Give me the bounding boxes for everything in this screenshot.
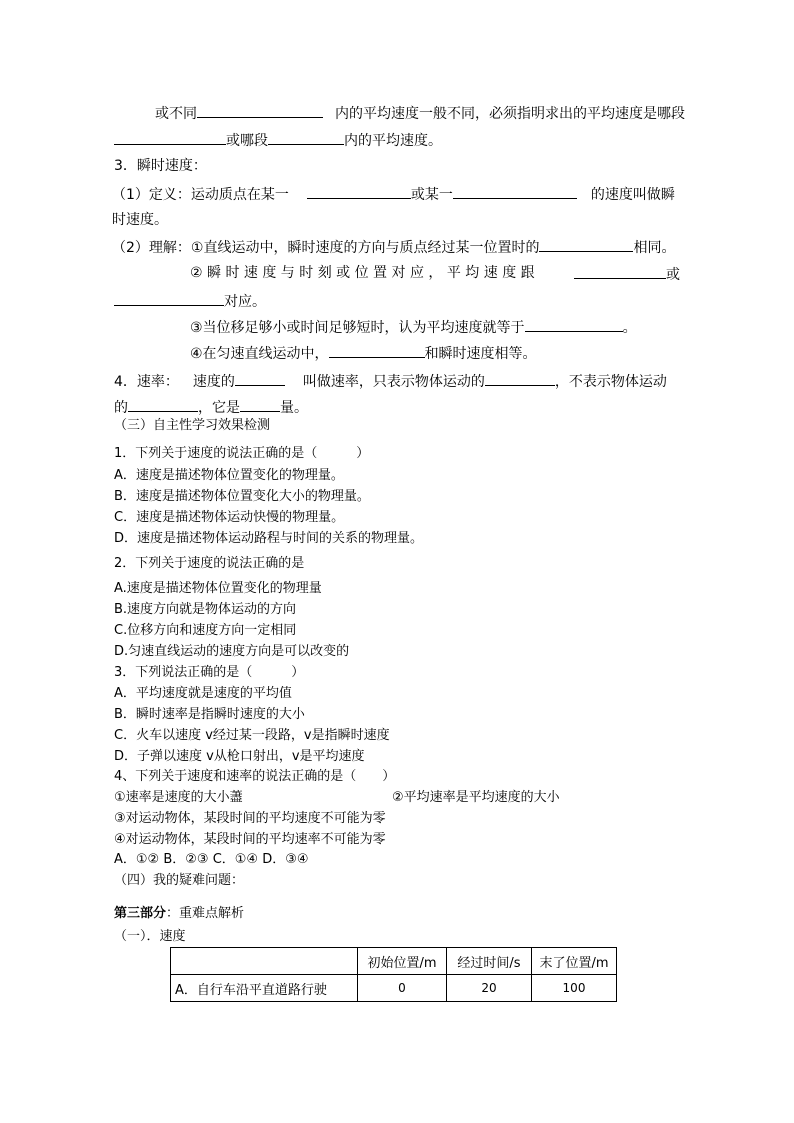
instant-understand-2b: 对应。 bbox=[114, 291, 266, 311]
self-check-heading: （三）自主性学习效果检测 bbox=[114, 418, 271, 433]
blank-14[interactable] bbox=[240, 397, 280, 412]
part3-subheading: （一）．速度 bbox=[114, 929, 186, 944]
blank-6[interactable] bbox=[539, 237, 633, 252]
q1-option-a[interactable]: A．速度是描述物体位置变化的物理量。 bbox=[114, 468, 344, 483]
table-row bbox=[171, 975, 617, 1002]
q2-option-b[interactable]: B.速度方向就是物体运动的方向 bbox=[114, 602, 297, 617]
instant-understand-1: （2）理解：①直线运动中，瞬时速度的方向与质点经过某一位置时的 相同。 bbox=[112, 237, 675, 257]
question-2: 2．下列关于速度的说法正确的是 bbox=[114, 556, 305, 571]
blank-13[interactable] bbox=[128, 397, 198, 412]
q1-option-d[interactable]: D．速度是描述物体运动路程与时间的关系的物理量。 bbox=[114, 531, 424, 546]
table-cell: 0 bbox=[358, 975, 447, 1002]
q4-options[interactable]: A．①② B．②③ C．①④ D．③④ bbox=[114, 852, 309, 867]
q4-statement-1: ①速率是速度的大小藎 bbox=[114, 790, 243, 805]
rate-line-1: 4．速率： 速度的 叫做速率，只表示物体运动的 ，不表示物体运动 bbox=[114, 371, 667, 391]
table-cell: 100 bbox=[532, 975, 617, 1002]
question-3: 3．下列说法正确的是（ ） bbox=[114, 665, 305, 680]
q4-statement-4: ④对运动物体，某段时间的平均速率不可能为零 bbox=[114, 832, 386, 847]
blank-2[interactable] bbox=[114, 130, 226, 145]
instant-def-line: （1）定义：运动质点在某一 或某一 的速度叫做瞬 bbox=[112, 184, 675, 204]
instant-understand-3: ③当位移足够小或时间足够短时，认为平均速度就等于 。 bbox=[190, 317, 637, 337]
speed-table bbox=[170, 947, 617, 1002]
blank-9[interactable] bbox=[525, 317, 623, 332]
blank-12[interactable] bbox=[485, 371, 555, 386]
q2-option-c[interactable]: C.位移方向和速度方向一定相同 bbox=[114, 623, 297, 638]
table-header-cell: 末了位置/m bbox=[532, 948, 617, 975]
table-header-cell bbox=[171, 948, 358, 975]
q1-option-b[interactable]: B．速度是描述物体位置变化大小的物理量。 bbox=[114, 489, 370, 504]
instant-understand-2: ② 瞬 时 速 度 与 时 刻 或 位 置 对 应 ， 平 均 速 度 跟 或 bbox=[190, 265, 680, 283]
table-header-cell: 经过时间/s bbox=[447, 948, 532, 975]
q2-option-d[interactable]: D.匀速直线运动的速度方向是可以改变的 bbox=[114, 644, 350, 659]
table-cell: A．自行车沿平直道路行驶 bbox=[171, 975, 358, 1002]
q4-statement-2: ②平均速率是平均速度的大小 bbox=[392, 790, 560, 805]
q3-option-a[interactable]: A．平均速度就是速度的平均值 bbox=[114, 686, 292, 701]
blank-8[interactable] bbox=[114, 291, 224, 306]
table-cell: 20 bbox=[447, 975, 532, 1002]
avg-speed-line-2: 或哪段 内的平均速度。 bbox=[114, 130, 442, 150]
instant-def-line-2: 时速度。 bbox=[112, 212, 168, 228]
q2-option-a[interactable]: A.速度是描述物体位置变化的物理量 bbox=[114, 581, 322, 596]
avg-speed-line-1: 或不同 内的平均速度一般不同，必须指明求出的平均速度是哪段 bbox=[155, 103, 685, 123]
blank-3[interactable] bbox=[268, 130, 344, 145]
q3-option-d[interactable]: D．子弹以速度 v从枪口射出，v是平均速度 bbox=[114, 749, 365, 764]
doubts-heading: （四）我的疑难问题： bbox=[114, 873, 245, 888]
q3-option-b[interactable]: B．瞬时速率是指瞬时速度的大小 bbox=[114, 707, 305, 722]
blank-4[interactable] bbox=[307, 184, 411, 199]
blank-10[interactable] bbox=[329, 343, 425, 358]
q1-option-c[interactable]: C．速度是描述物体运动快慢的物理量。 bbox=[114, 510, 345, 525]
blank-11[interactable] bbox=[235, 371, 285, 386]
q4-statement-3: ③对运动物体，某段时间的平均速度不可能为零 bbox=[114, 811, 386, 826]
q3-option-c[interactable]: C．火车以速度 v经过某一段路，v是指瞬时速度 bbox=[114, 728, 390, 743]
part3-heading: 第三部分：重难点解析 bbox=[114, 906, 245, 921]
table-header-cell: 初始位置/m bbox=[358, 948, 447, 975]
blank-7[interactable] bbox=[574, 264, 666, 279]
question-1: 1．下列关于速度的说法正确的是（ ） bbox=[114, 446, 370, 461]
rate-line-2: 的 ，它是 量。 bbox=[114, 397, 308, 417]
table-header-row bbox=[171, 948, 617, 975]
blank-5[interactable] bbox=[453, 184, 577, 199]
question-4: 4、下列关于速度和速率的说法正确的是（ ） bbox=[114, 769, 396, 784]
instant-heading: 3．瞬时速度： bbox=[114, 158, 207, 174]
instant-understand-4: ④在匀速直线运动中， 和瞬时速度相等。 bbox=[190, 343, 537, 363]
blank-1[interactable] bbox=[197, 103, 323, 118]
